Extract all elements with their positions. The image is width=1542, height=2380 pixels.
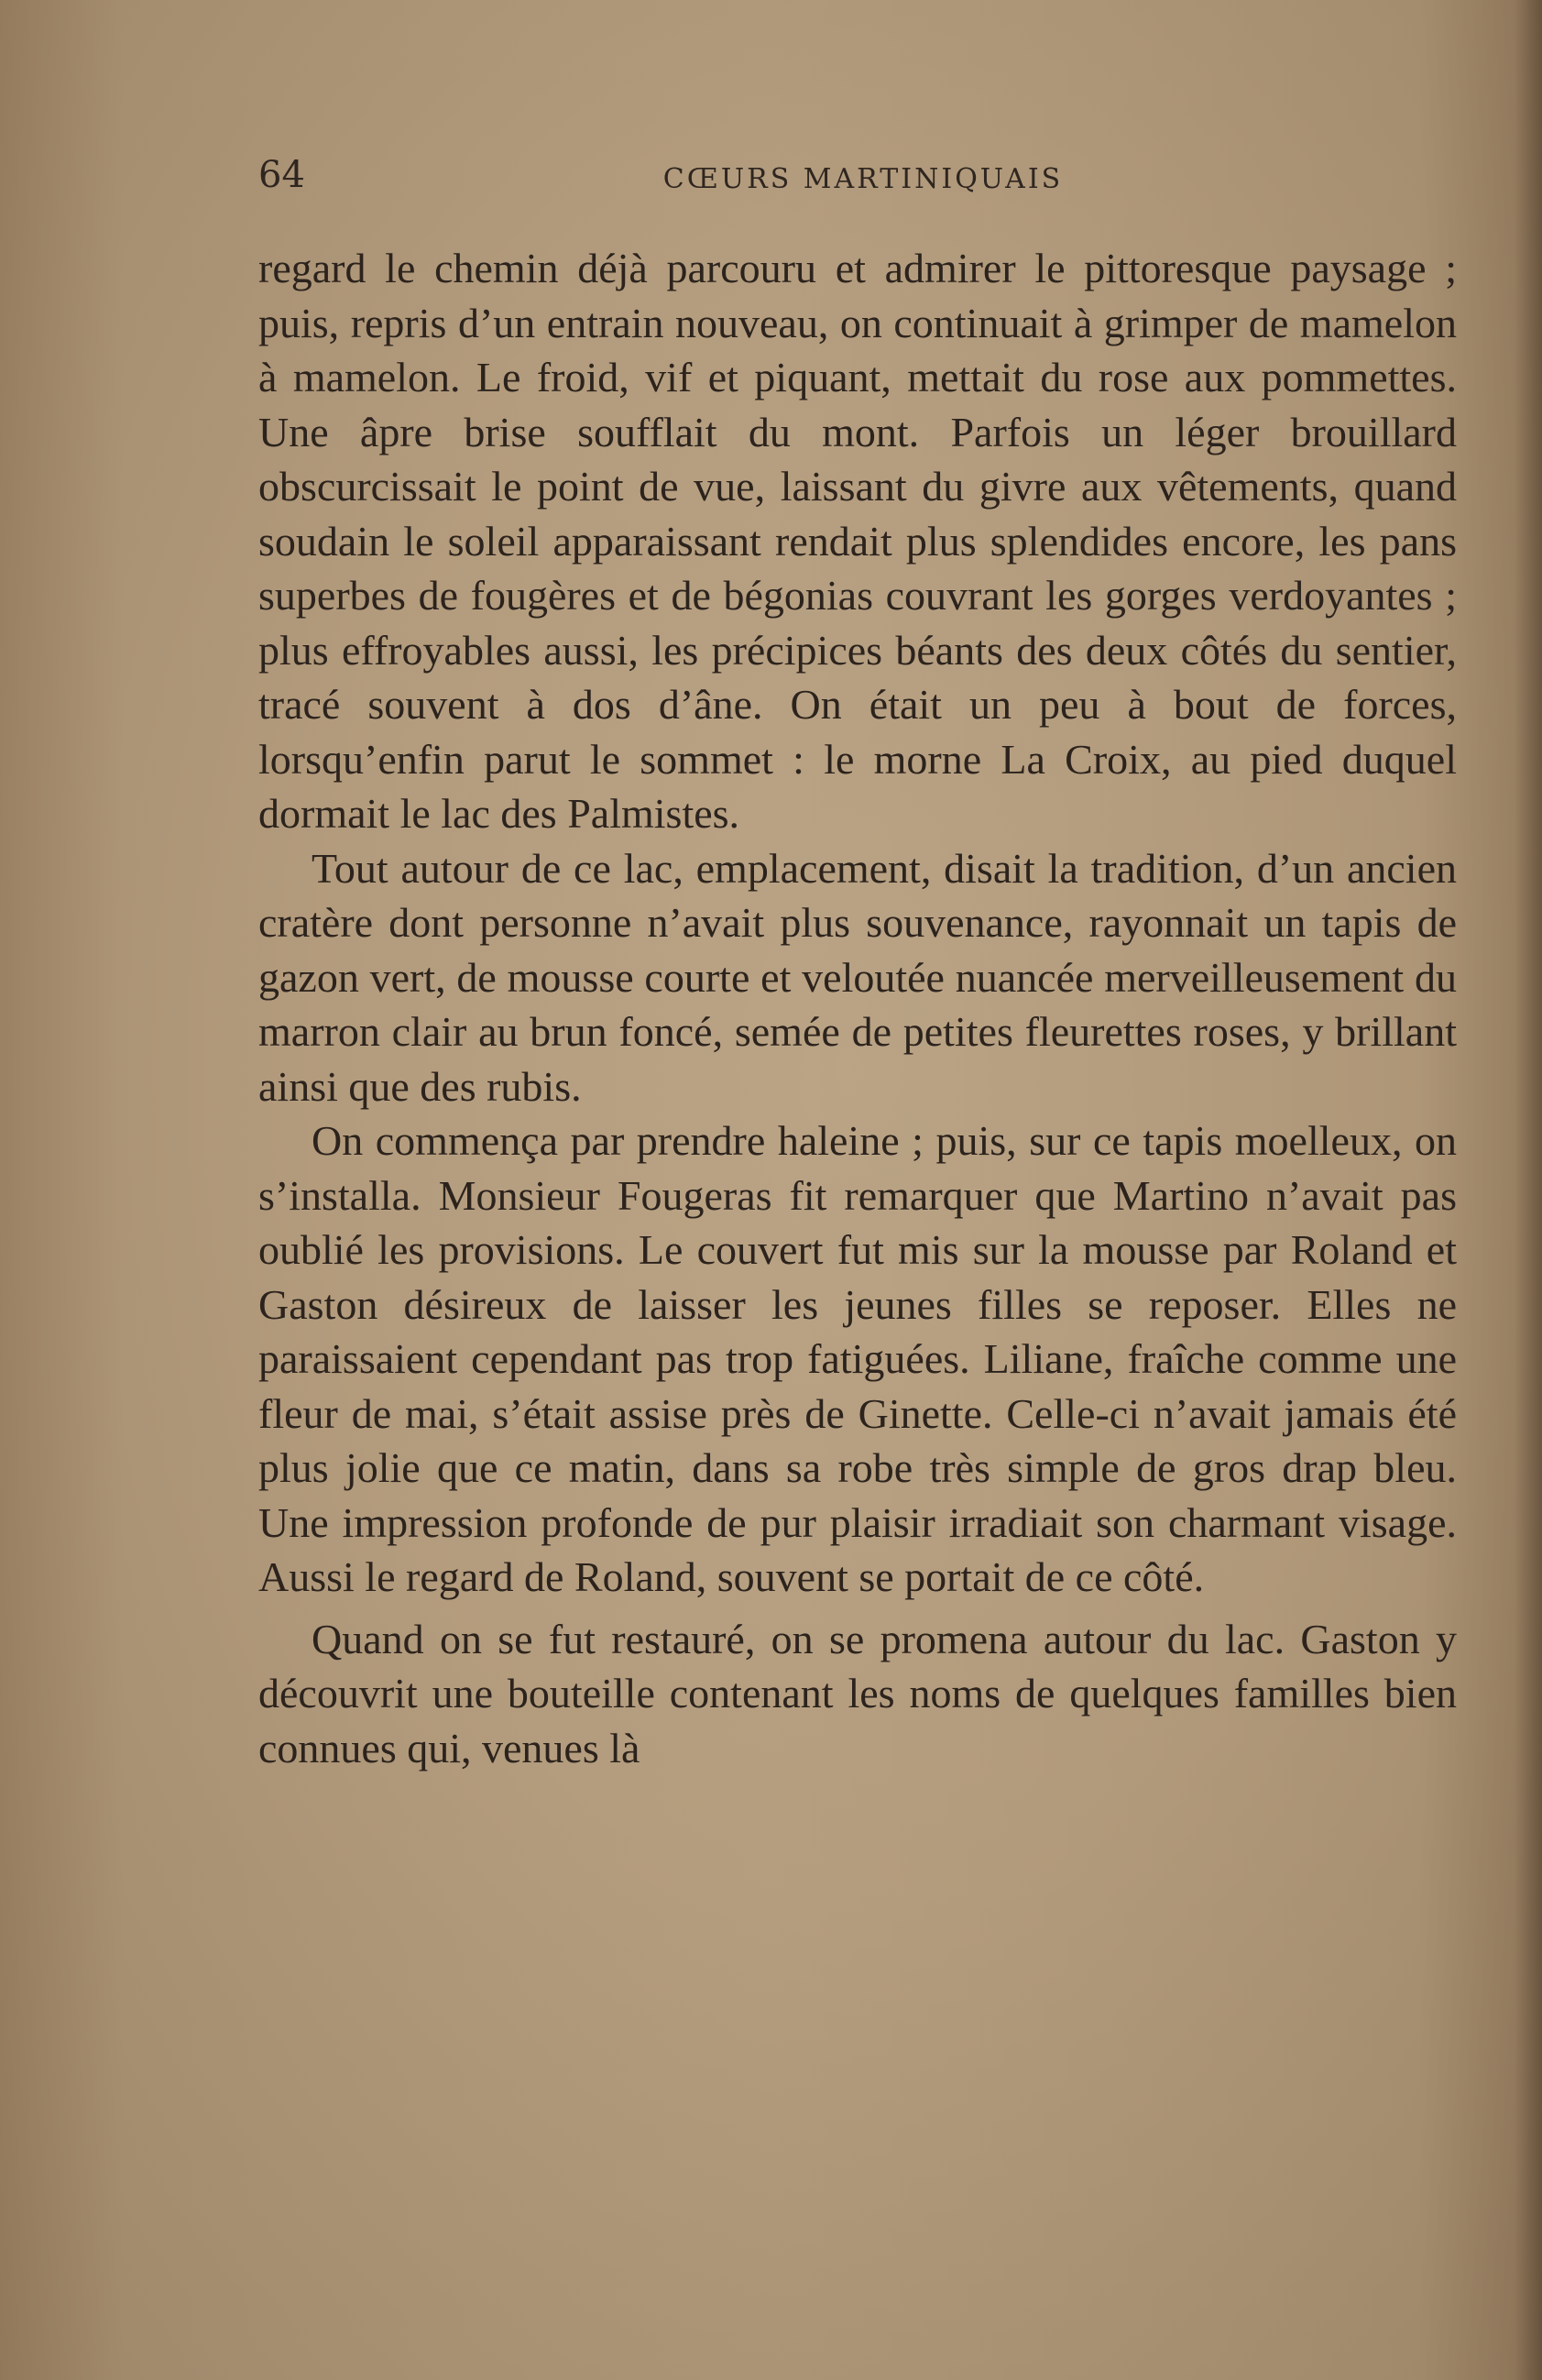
page-header — [258, 154, 1468, 209]
running-title: CŒURS MARTINIQUAIS — [662, 163, 1064, 195]
paragraph: Tout autour de ce lac, emplacement, disait la tradition, d’un ancien cratère dont personne n’avait plus souvenance, rayonnait un tapis de gazon vert, de mousse courte et veloutée nuancée merveilleusement du marron clair au brun foncé, semée de petites fleurettes roses, y brillant ainsi que des rubis. — [258, 844, 1457, 1110]
paragraph: Quand on se fut restauré, on se promena autour du lac. Gaston y découvrit une bouteille contenant les noms de quelques familles bien connues qui, venues là — [258, 1615, 1457, 1771]
paragraph: On commença par prendre haleine ; puis, sur ce tapis moelleux, on s’installa. Monsieur Fougeras fit remarquer que Martino n’avait pas oublié les provisions. Le couvert fut mis sur la mousse par Roland et Gaston désireux de laisser les jeunes filles se reposer. Elles ne paraissaient cependant pas trop fatiguées. Liliane, fraîche comme une fleur de mai, s’était assise près de Ginette. Celle-ci n’avait jamais été plus jolie que ce matin, dans sa robe très simple de gros drap bleu. Une impression profonde de pur plaisir irradiait son charmant visage. Aussi le regard de Roland, souvent se portait de ce côté. — [258, 1117, 1457, 1600]
page-edge-shadow — [1515, 0, 1542, 2380]
page-number: 64 — [258, 154, 305, 196]
paragraph-continued: regard le chemin déjà parcouru et admirer le pittoresque paysage ; puis, repris d’un entrain nouveau, on continuait à grimper de mamelon à mamelon. Le froid, vif et piquant, mettait du rose aux pommettes. Une âpre brise soufflait du mont. Parfois un léger brouillard obscurcissait le point de vue, laissant du givre aux vêtements, quand soudain le soleil apparaissant rendait plus splendides encore, les pans superbes de fougères et de bégonias couvrant les gorges verdoyantes ; plus effroyables aussi, les précipices béants des deux côtés du sentier, tracé souvent à dos d’âne. On était un peu à bout de forces, lorsqu’enfin parut le sommet : le morne La Croix, au pied duquel dormait le lac des Palmistes. — [258, 245, 1457, 837]
body-text — [258, 241, 1457, 1775]
